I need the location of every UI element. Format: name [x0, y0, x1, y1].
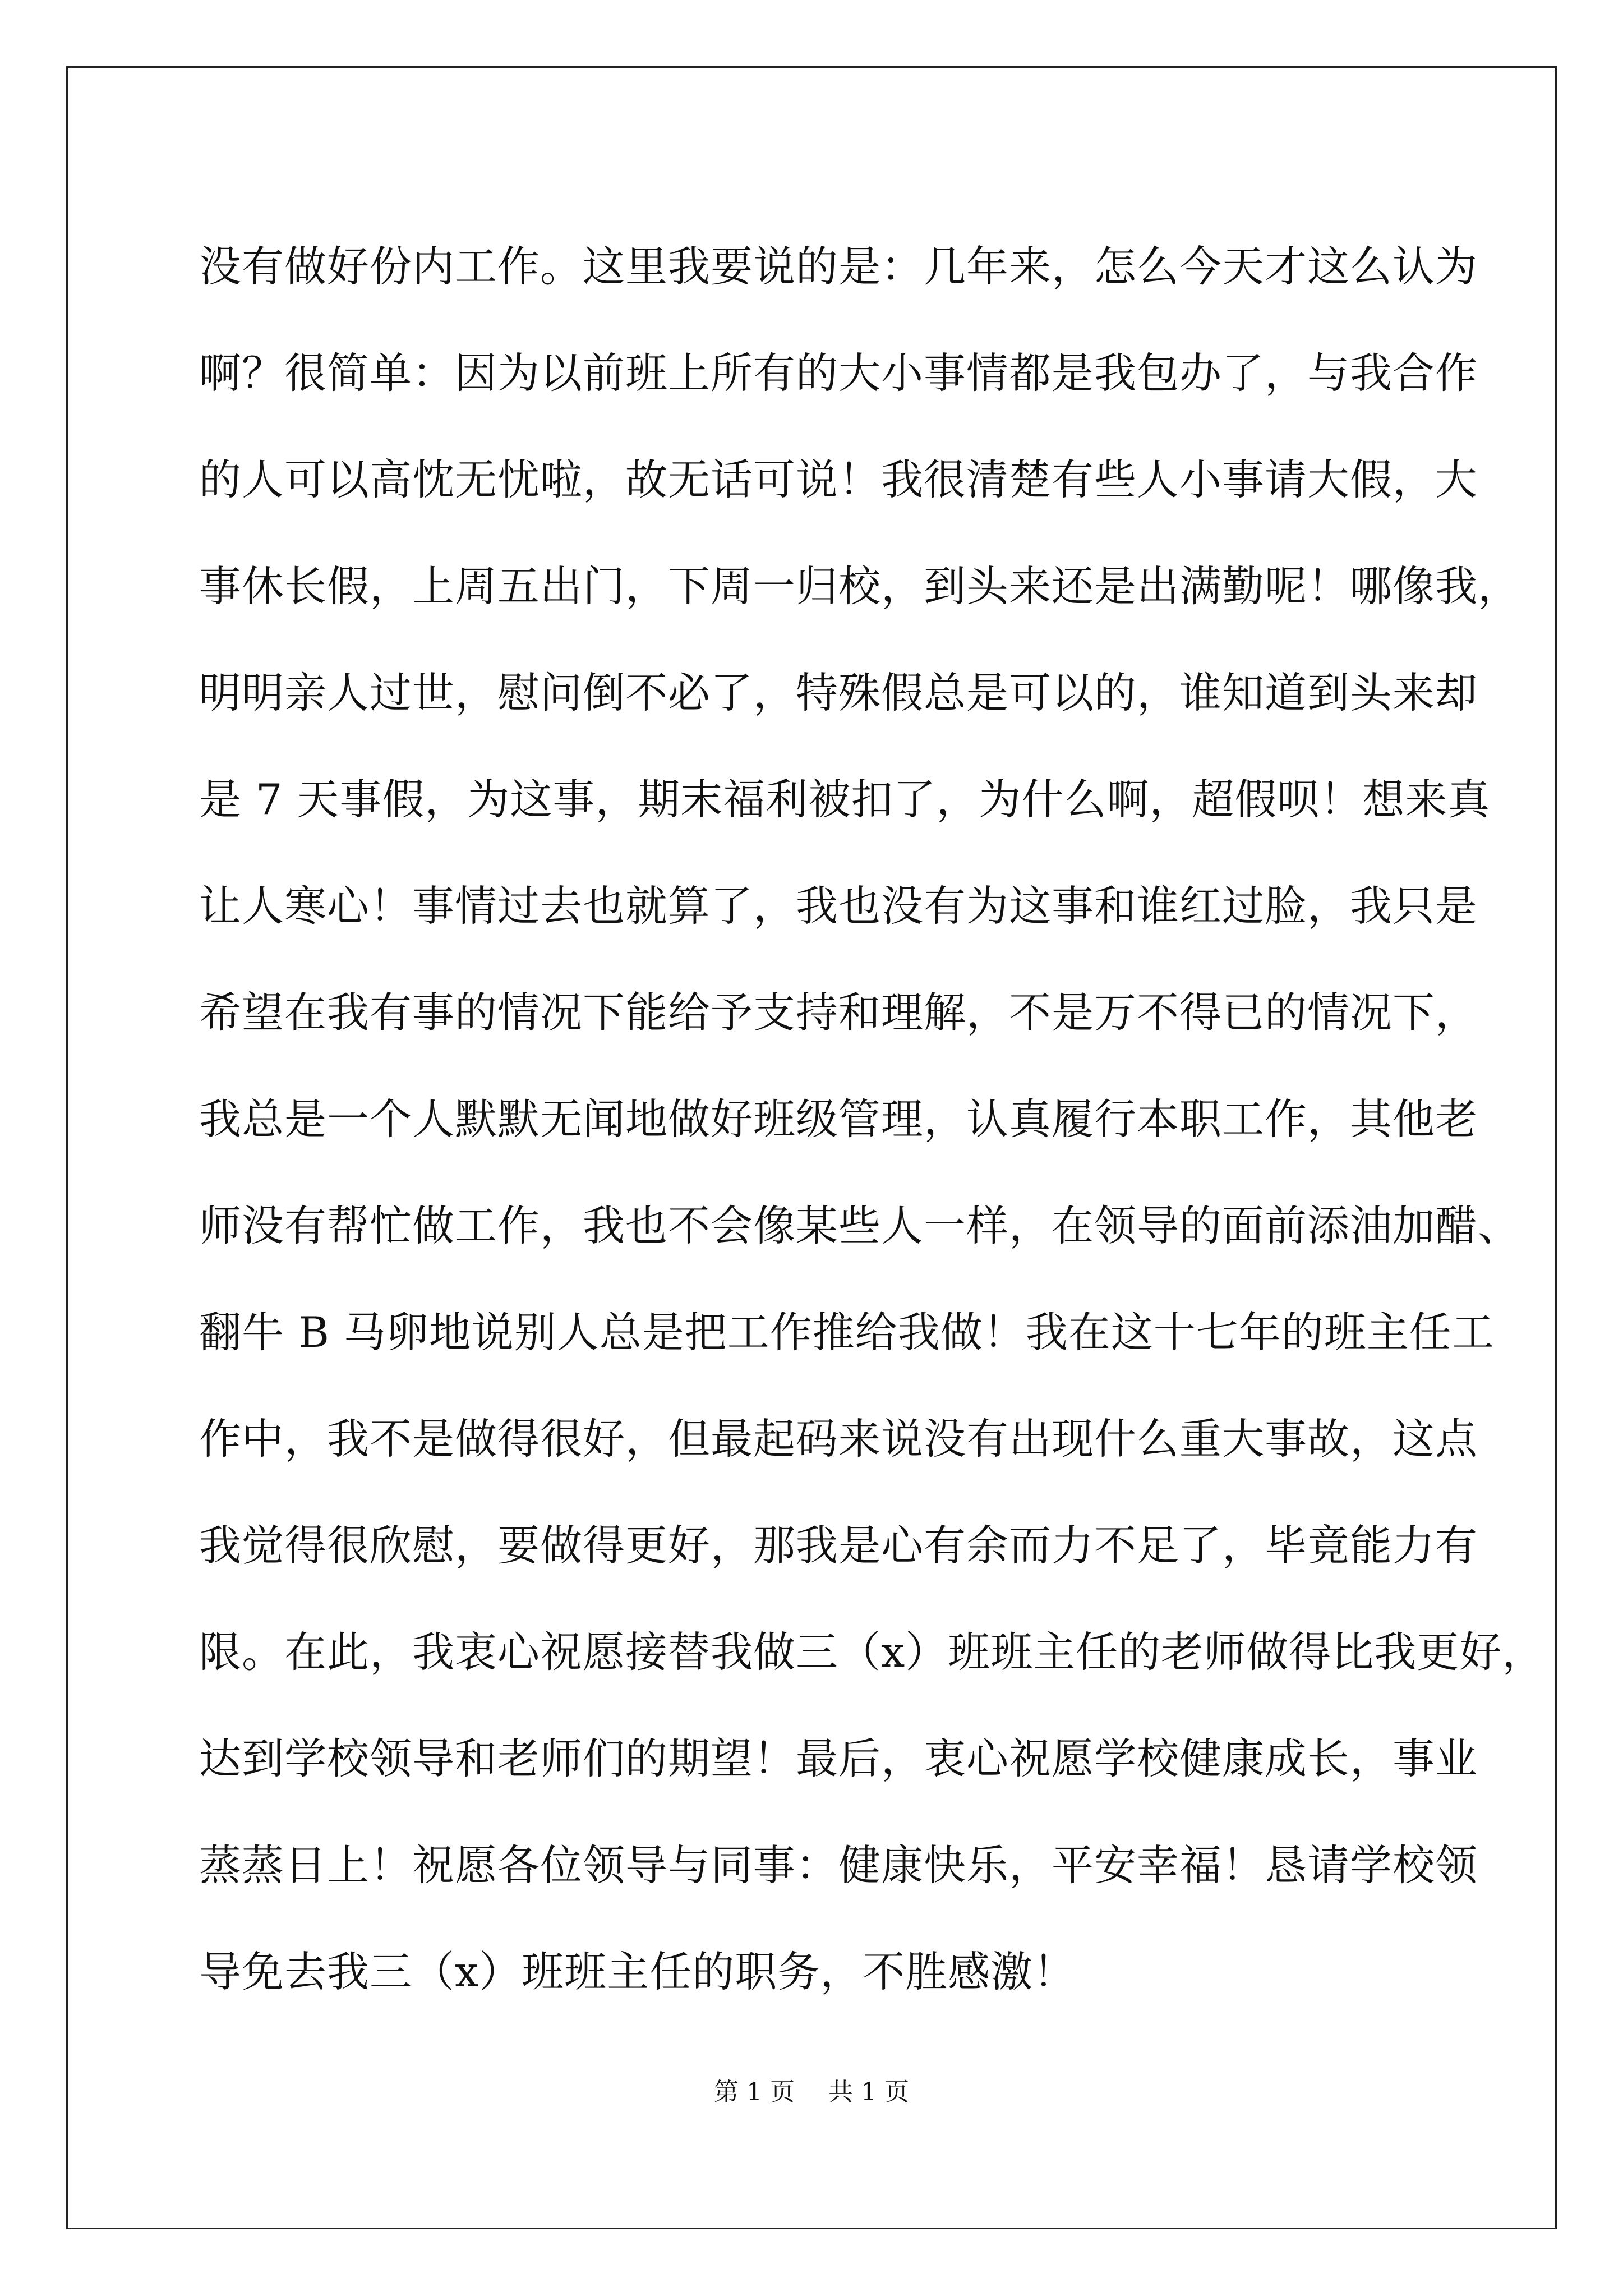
- text-line: 蒸蒸日上！祝愿各位领导与同事：健康快乐，平安幸福！恳请学校领: [199, 1841, 1478, 1890]
- text-line: 我总是一个人默默无闻地做好班级管理，认真履行本职工作，其他老: [199, 1094, 1478, 1144]
- text-line: 是 7 天事假，为这事，期末福利被扣了，为什么啊，超假呗！想来真: [199, 775, 1491, 824]
- document-body: [199, 213, 1545, 2025]
- text-line: 啊？很简单：因为以前班上所有的大小事情都是我包办了，与我合作: [199, 348, 1478, 398]
- text-line: 作中，我不是做得很好，但最起码来说没有出现什么重大事故，这点: [199, 1414, 1478, 1464]
- page-number: 第 1 页: [714, 2078, 795, 2106]
- text-line: 翻牛 B 马卵地说别人总是把工作推给我做！我在这十七年的班主任工: [199, 1308, 1495, 1357]
- text-line: 没有做好份内工作。这里我要说的是：几年来，怎么今天才这么认为: [199, 242, 1478, 291]
- text-line: 的人可以高忱无忧啦，故无话可说！我很清楚有些人小事请大假，大: [199, 455, 1478, 504]
- text-line: 限。在此，我衷心祝愿接替我做三（x）班班主任的老师做得比我更好，: [199, 1627, 1545, 1677]
- page-total: 共 1 页: [828, 2078, 909, 2106]
- text-line: 我觉得很欣慰，要做得更好，那我是心有余而力不足了，毕竟能力有: [199, 1521, 1478, 1570]
- text-line: 让人寒心！事情过去也就算了，我也没有为这事和谁红过脸，我只是: [199, 881, 1478, 931]
- text-line: 事休长假，上周五出门，下周一归校，到头来还是出满勤呢！哪像我，: [199, 562, 1521, 611]
- text-line: 达到学校领导和老师们的期望！最后，衷心祝愿学校健康成长，事业: [199, 1734, 1478, 1783]
- text-line: 师没有帮忙做工作，我也不会像某些人一样，在领导的面前添油加醋、: [199, 1201, 1521, 1250]
- text-line: 希望在我有事的情况下能给予支持和理解，不是万不得已的情况下，: [199, 988, 1478, 1037]
- text-line: 导免去我三（x）班班主任的职务，不胜感激！: [199, 1947, 1076, 1996]
- text-line: 明明亲人过世，慰问倒不必了，特殊假总是可以的，谁知道到头来却: [199, 668, 1478, 717]
- page-footer: [0, 2076, 1623, 2109]
